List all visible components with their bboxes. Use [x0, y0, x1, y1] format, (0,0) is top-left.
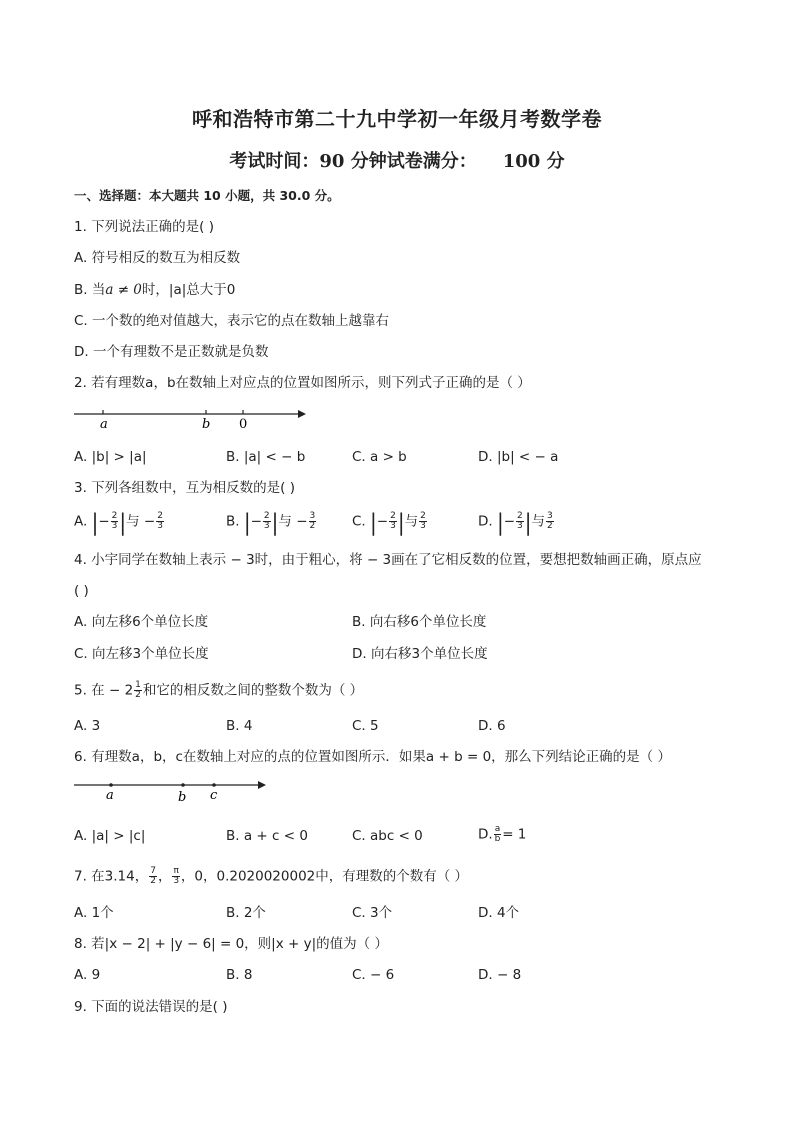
question-1-stem: 1. 下列说法正确的是( ): [74, 219, 214, 235]
number-line-label-a: a: [106, 788, 114, 803]
question-8-stem: 8. 若|x − 2| + |y − 6| = 0，则|x + y|的值为（ ）: [74, 936, 388, 952]
question-7-stem: 7. 在3.14， $\frac{7}{2}$ ， $\frac{\pi}{3}$ ，0，0.2020020002中，有理数的个数有（ ）: [74, 866, 469, 886]
question-1-option-b: [74, 281, 235, 299]
question-2-option-c: C. a > b: [352, 449, 407, 465]
question-6-number-line: [72, 776, 272, 804]
question-6-option-b: B. a + c < 0: [226, 828, 308, 844]
question-5-option-c: C. 5: [352, 718, 379, 734]
question-4-stem-continued: ( ): [74, 583, 89, 599]
question-1-option-d: D. 一个有理数不是正数就是负数: [74, 344, 269, 360]
question-4-option-c: C. 向左移3个单位长度: [74, 646, 209, 662]
exam-title: 呼和浩特市第二十九中学初一年级月考数学卷: [192, 107, 602, 131]
question-7-option-a: A. 1个: [74, 905, 114, 921]
question-5-stem: 5. 在 − 2 $\frac{1}{2}$ 和它的相反数之间的整数个数为（ ）: [74, 680, 364, 700]
question-2-stem: 2. 若有理数a，b在数轴上对应点的位置如图所示，则下列式子正确的是（ ）: [74, 375, 531, 391]
question-2-option-d: D. |b| < − a: [478, 449, 559, 465]
option-b-prefix: B. 当: [74, 282, 106, 298]
number-line-label-b: b: [178, 790, 187, 804]
question-3-option-d: D. |− $\frac{2}{3}$ |与 $\frac{3}{2}$: [478, 507, 553, 536]
question-1-option-c: C. 一个数的绝对值越大，表示它的点在数轴上越靠右: [74, 313, 390, 329]
question-6-option-a: A. |a| > |c|: [74, 828, 146, 844]
exam-time: 考试时间：90 分钟试卷满分：: [229, 151, 477, 172]
question-7-option-c: C. 3个: [352, 905, 393, 921]
question-8-option-a: A. 9: [74, 967, 101, 983]
question-4-option-a: A. 向左移6个单位长度: [74, 614, 209, 630]
question-7-option-b: B. 2个: [226, 905, 266, 921]
question-6-stem: 6. 有理数a，b，c在数轴上对应的点的位置如图所示．如果a + b = 0，那么下列结论正确的是（ ）: [74, 749, 671, 765]
option-b-suffix: 时，|a|总大于0: [141, 282, 236, 298]
exam-score: 100 分: [502, 151, 565, 172]
question-7-option-d: D. 4个: [478, 905, 520, 921]
question-4-stem: 4. 小宇同学在数轴上表示 − 3时，由于粗心，将 − 3画在了它相反数的位置，要想把数轴画正确，原点应: [74, 552, 702, 568]
section-heading: 一、选择题：本大题共 10 小题，共 30.0 分。: [74, 188, 340, 203]
question-6-option-c: C. abc < 0: [352, 828, 423, 844]
number-line-label-c: c: [210, 788, 218, 803]
number-line-label-b: b: [202, 417, 211, 432]
question-2-option-a: A. |b| > |a|: [74, 449, 147, 465]
number-line-label-origin: 0: [239, 417, 248, 432]
question-9-stem: 9. 下面的说法错误的是( ): [74, 999, 228, 1015]
question-8-option-b: B. 8: [226, 967, 253, 983]
question-5-option-a: A. 3: [74, 718, 101, 734]
question-6-option-d: D. $\frac{a}{b}$ = 1: [478, 824, 527, 844]
question-5-option-b: B. 4: [226, 718, 253, 734]
exam-subtitle: [0, 147, 794, 173]
option-b-math: a ≠ 0: [105, 282, 142, 298]
number-line-label-a: a: [100, 417, 108, 432]
question-5-option-d: D. 6: [478, 718, 506, 734]
question-3-option-c: C. |− $\frac{2}{3}$ |与 $\frac{2}{3}$: [352, 507, 426, 536]
question-3-option-a: A. |− $\frac{2}{3}$ |与 − $\frac{2}{3}$: [74, 507, 163, 536]
question-2-number-line: [72, 402, 307, 432]
question-4-option-b: B. 向右移6个单位长度: [352, 614, 487, 630]
question-3-stem: 3. 下列各组数中，互为相反数的是( ): [74, 480, 295, 496]
question-8-option-c: C. − 6: [352, 967, 395, 983]
question-4-option-d: D. 向右移3个单位长度: [352, 646, 488, 662]
question-8-option-d: D. − 8: [478, 967, 522, 983]
question-3-option-b: B. |− $\frac{2}{3}$ |与 − $\frac{3}{2}$: [226, 507, 316, 536]
question-1-option-a: A. 符号相反的数互为相反数: [74, 250, 241, 266]
question-2-option-b: B. |a| < − b: [226, 449, 306, 465]
